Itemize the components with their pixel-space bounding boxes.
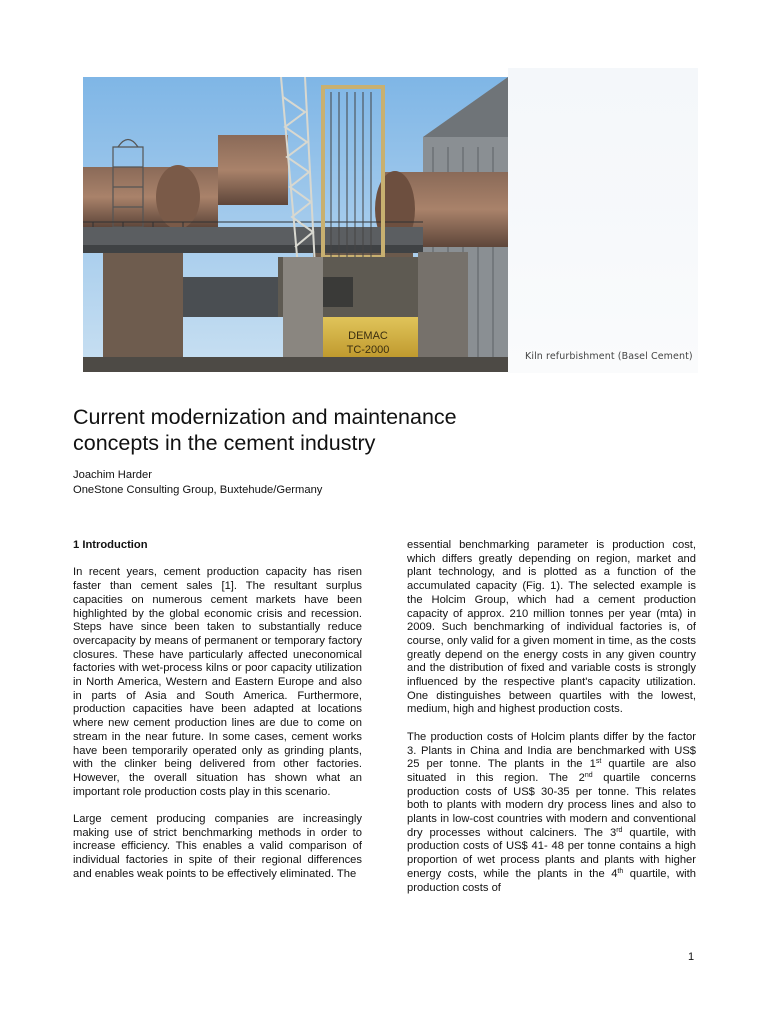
paragraph: essential benchmarking parameter is production cost, which differs greatly depending on region, market and plant technology, and is plotted as a function of the accumulated capacity (Fig. 1). The selected example is the Holcim Group, which had a cement production capacity of approx. 210 million tonnes per year (mta) in 2009. Such benchmarking of individual factories is, of course, only valid for a given moment in time, as the costs greatly depend on the energy costs in any given country and the distribution of fixed and variable costs is strongly influenced by the respective plant's capacity utilization. One distinguishes between quartiles with the lowest, medium, high and highest production costs. — [407, 539, 696, 716]
text-run: quartile concerns production costs of US$ 30-35 per tonne. This relates both to plants with modern dry process lines and also to plants in low-cost countries with modern and conventional dry processes without calciners. The 3 — [407, 771, 696, 839]
page-number: 1 — [688, 951, 695, 963]
author-name: Joachim Harder — [73, 469, 152, 481]
crane-label-model: TC-2000 — [346, 344, 390, 356]
text-run: quartile, with production costs of — [407, 867, 696, 894]
text-run: quartile are also situated in this region. The 2 — [407, 758, 696, 784]
paragraph — [407, 731, 696, 895]
author-affiliation: OneStone Consulting Group, Buxtehude/Germany — [73, 484, 323, 496]
paragraph: In recent years, cement production capacity has risen faster than cement sales [1]. The resultant surplus capacities on numerous cement markets have been highlighted by the global economic crisis and recession. Steps have since been taken to substantially reduce overcapacity by means of permanent or temporary factory closures. These have particularly affected uneconomical factories with wet-process kilns or poor capacity utilization in North America, Western and Eastern Europe and also in parts of Asia and South America. Furthermore, production capacities have been adapted at locations where new cement production lines are due to come on stream in the near future. In some cases, cement works have been temporarily operated only as grinding plants, with the clinker being delivered from other factories. However, the overall situation has shown what an important role production costs play in this scenario. — [73, 566, 362, 798]
text-run: quartile, with production costs of US$ 41- 48 per tonne contains a high proportion of wet process plants and plants with higher energy costs, while the plants in the 4 — [407, 826, 696, 880]
crane-label-demac: DEMAC — [348, 330, 388, 342]
kiln-refurbishment-image — [83, 77, 508, 372]
right-column — [407, 539, 696, 909]
superscript: rd — [616, 826, 623, 834]
author-block — [73, 468, 322, 498]
superscript: th — [617, 867, 624, 875]
kiln-photo — [83, 77, 508, 372]
paper-title: Current modernization and maintenance concepts in the cement industry — [73, 405, 457, 455]
left-column — [73, 539, 362, 895]
superscript: st — [595, 758, 602, 766]
superscript: nd — [584, 771, 593, 779]
section-heading: 1 Introduction — [73, 539, 148, 551]
text-run: The production costs of Holcim plants differ by the factor 3. Plants in China and India are benchmarked with US$ 25 per tonne. The plants in the 1 — [407, 730, 696, 771]
paragraph: Large cement producing companies are increasingly making use of strict benchmarking methods in order to increase efficiency. This enables a valid comparison of individual factories in spite of their regional differences and enables weak points to be effectively eliminated. The — [73, 813, 362, 880]
figure-caption: Kiln refurbishment (Basel Cement) — [525, 351, 693, 362]
figure-side-panel — [508, 68, 698, 373]
